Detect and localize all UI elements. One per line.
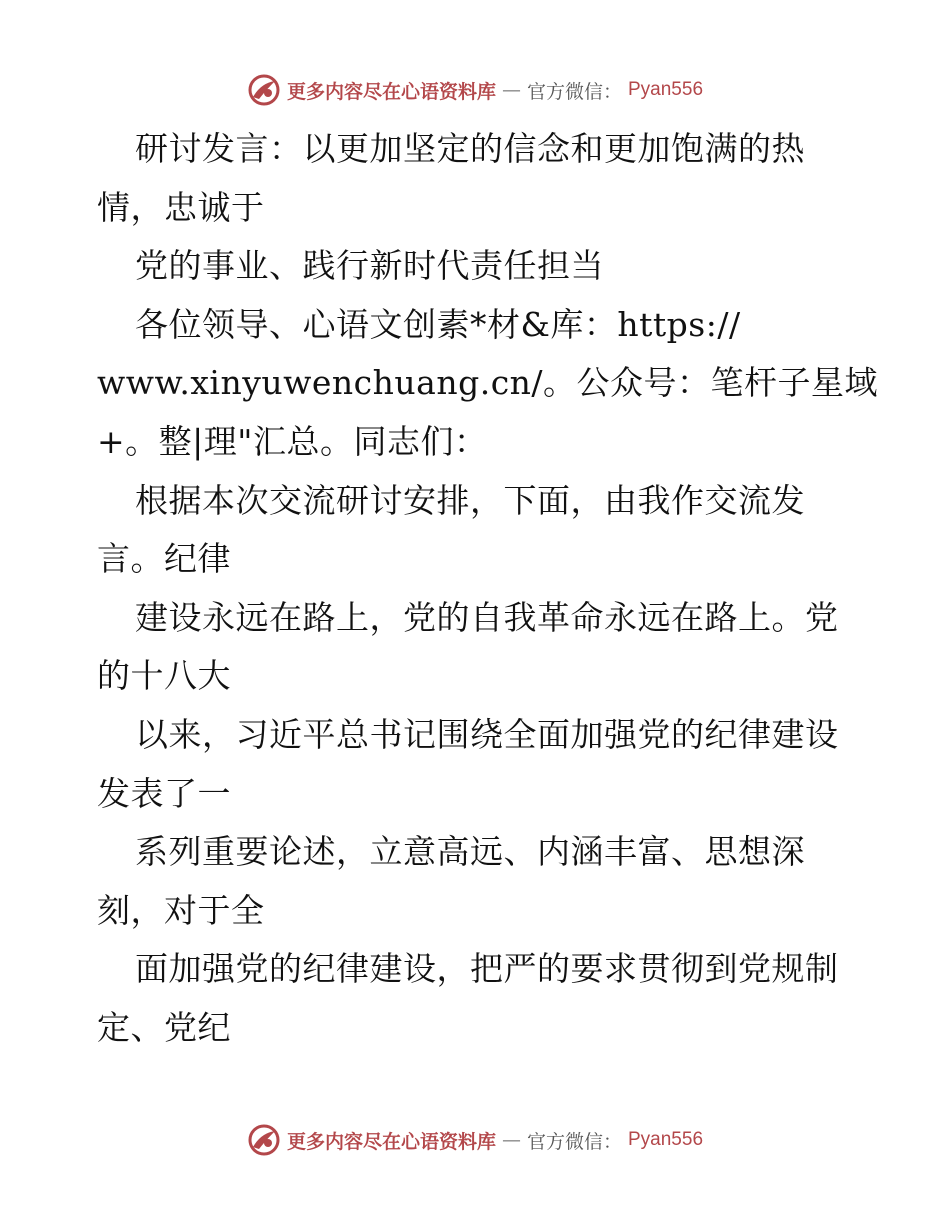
body-line: 定、党纪 xyxy=(97,1007,231,1047)
body-line: 情，忠诚于 xyxy=(97,187,265,227)
body-line: 党的事业、践行新时代责任担当 xyxy=(135,246,604,286)
body-line: 各位领导、心语文创素*材&库：https:// xyxy=(135,304,741,344)
banner-sub-text: 官方微信： xyxy=(526,80,622,103)
footer-banner xyxy=(0,1120,950,1160)
header-banner xyxy=(0,70,950,110)
body-line: 言。纪律 xyxy=(97,539,231,579)
brand-logo-icon xyxy=(247,73,281,107)
banner-sub-text: 官方微信： xyxy=(526,1130,622,1153)
banner-wechat-id: Pyan556 xyxy=(628,1129,704,1150)
body-line: 以来，习近平总书记围绕全面加强党的纪律建设 xyxy=(135,714,839,754)
brand-logo-icon xyxy=(247,1123,281,1157)
banner-dash: — xyxy=(501,1129,521,1151)
body-line: 面加强党的纪律建设，把严的要求贯彻到党规制 xyxy=(135,949,839,989)
body-line: 建设永远在路上，党的自我革命永远在路上。党 xyxy=(135,597,839,637)
body-line: 刻，对于全 xyxy=(97,890,265,930)
banner-main-text: 更多内容尽在心语资料库 xyxy=(286,1130,496,1153)
body-line: www.xinyuwenchuang.cn/。公众号：笔杆子星域 xyxy=(97,363,879,403)
body-line: 根据本次交流研讨安排，下面，由我作交流发 xyxy=(135,480,805,520)
banner-main-text: 更多内容尽在心语资料库 xyxy=(286,80,496,103)
body-line: 系列重要论述，立意高远、内涵丰富、思想深 xyxy=(135,832,805,872)
banner-wechat-id: Pyan556 xyxy=(628,79,704,100)
body-line: +。整|理"汇总。同志们： xyxy=(97,421,488,461)
document-body xyxy=(97,120,879,1058)
body-line: 的十八大 xyxy=(97,656,231,696)
body-line: 发表了一 xyxy=(97,773,231,813)
body-line: 研讨发言：以更加坚定的信念和更加饱满的热 xyxy=(135,129,805,168)
banner-dash: — xyxy=(501,79,521,101)
